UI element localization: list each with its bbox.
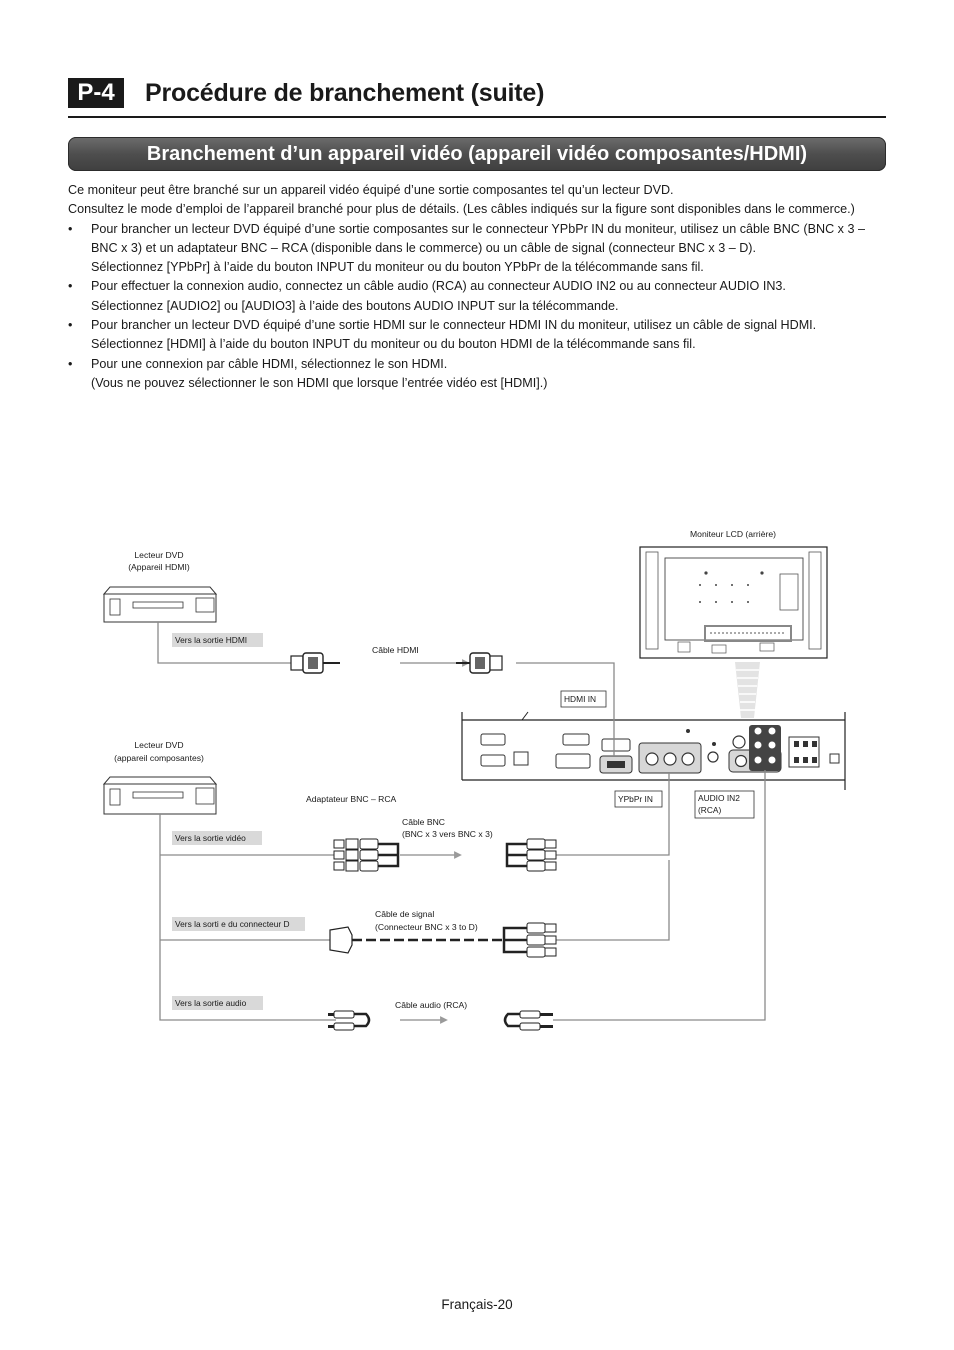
bullet-dot: • xyxy=(68,318,73,333)
bullet-1-line-1: Pour brancher un lecteur DVD équipé d’une sortie composantes sur le connecteur YPbPr IN du moniteur, utilisez un câble BNC (BNC x 3 – BNC x 3) et un adaptateur BNC – RCA (disponible dans le commerce) ou un câble de signal (connecteur BNC x 3 – D). xyxy=(91,221,865,255)
monitor-label: Moniteur LCD (arrière) xyxy=(690,529,776,539)
page-number: Français-20 xyxy=(441,1297,513,1312)
monitor-rear-illustration xyxy=(640,529,827,718)
dvd-player-hdmi xyxy=(104,550,216,622)
bullet-dot: • xyxy=(68,356,73,371)
bullet-3-line-1: Pour brancher un lecteur DVD équipé d’une sortie HDMI sur le connecteur HDMI IN du moniteur, utilisez un câble de signal HDMI. xyxy=(91,318,817,333)
hdmi-cable xyxy=(291,653,502,673)
bullet-dot: • xyxy=(68,279,73,294)
dvd-hdmi-label-line1: Lecteur DVD xyxy=(134,550,184,560)
dvd-hdmi-label-line2: (Appareil HDMI) xyxy=(128,562,190,572)
bullet-4-line-2: (Vous ne pouvez sélectionner le son HDMI que lorsque l’entrée vidéo est [HDMI].) xyxy=(91,375,548,390)
to-audio-out-label: Vers la sortie audio xyxy=(175,998,247,1008)
intro-paragraph-1: Ce moniteur peut être branché sur un appareil vidéo équipé d’une sortie composantes tel qu’un lecteur DVD. xyxy=(68,183,674,197)
shaded-labels xyxy=(172,633,305,1010)
audio-in2-label-line2: (RCA) xyxy=(698,805,722,815)
dvd-player-component xyxy=(104,740,216,814)
bullet-3-line-2: Sélectionnez [HDMI] à l’aide du bouton INPUT du moniteur ou du bouton HDMI de la télécommande sans fil. xyxy=(91,337,696,352)
bullet-2-line-1: Pour effectuer la connexion audio, connectez un câble audio (RCA) au connecteur AUDIO IN2 ou au connecteur AUDIO IN3. xyxy=(91,279,786,294)
section-badge: P-4 xyxy=(68,78,124,108)
bullet-4-line-1: Pour une connexion par câble HDMI, sélectionnez le son HDMI. xyxy=(91,356,448,371)
section-title: Branchement d’un appareil vidéo (appareil vidéo composantes/HDMI) xyxy=(146,143,808,165)
bullet-2-line-2: Sélectionnez [AUDIO2] ou [AUDIO3] à l’aide des boutons AUDIO INPUT sur la télécommande. xyxy=(91,298,619,313)
bullet-1-line-2: Sélectionnez [YPbPr] à l’aide du bouton INPUT du moniteur ou du bouton YPbPr de la télécommande sans fil. xyxy=(91,260,704,275)
bnc-cable-label-line1: Câble BNC xyxy=(402,817,445,827)
signal-cable-label-line2: (Connecteur BNC x 3 to D) xyxy=(375,922,478,932)
bullet-dot: • xyxy=(68,221,73,236)
ypbpr-in-label: YPbPr IN xyxy=(618,794,653,804)
intro-paragraph-2: Consultez le mode d’emploi de l’appareil branché pour plus de détails. (Les câbles indiqués sur la figure sont disponibles dans le commerce.) xyxy=(68,202,855,217)
signal-cable-label-line1: Câble de signal xyxy=(375,909,435,919)
audio-cable-label: Câble audio (RCA) xyxy=(395,1000,468,1010)
page-title: Procédure de branchement (suite) xyxy=(145,79,545,107)
bnc-cable-label-line2: (BNC x 3 vers BNC x 3) xyxy=(402,829,493,839)
to-hdmi-out-label: Vers la sortie HDMI xyxy=(175,635,248,645)
dvd-comp-label-line2: (appareil composantes) xyxy=(114,753,204,763)
audio-in2-label-line1: AUDIO IN2 xyxy=(698,793,740,803)
bnc-rca-adapter-label: Adaptateur BNC – RCA xyxy=(306,794,397,804)
dvd-comp-label-line1: Lecteur DVD xyxy=(134,740,184,750)
hdmi-in-label: HDMI IN xyxy=(564,694,597,704)
terminal-panel xyxy=(462,712,845,790)
connection-lines xyxy=(158,622,765,1020)
cable-labels xyxy=(306,645,493,1010)
to-video-out-label: Vers la sortie vidéo xyxy=(175,833,246,843)
to-d-out-label: Vers la sorti e du connecteur D xyxy=(175,919,290,929)
hdmi-cable-label: Câble HDMI xyxy=(372,645,419,655)
